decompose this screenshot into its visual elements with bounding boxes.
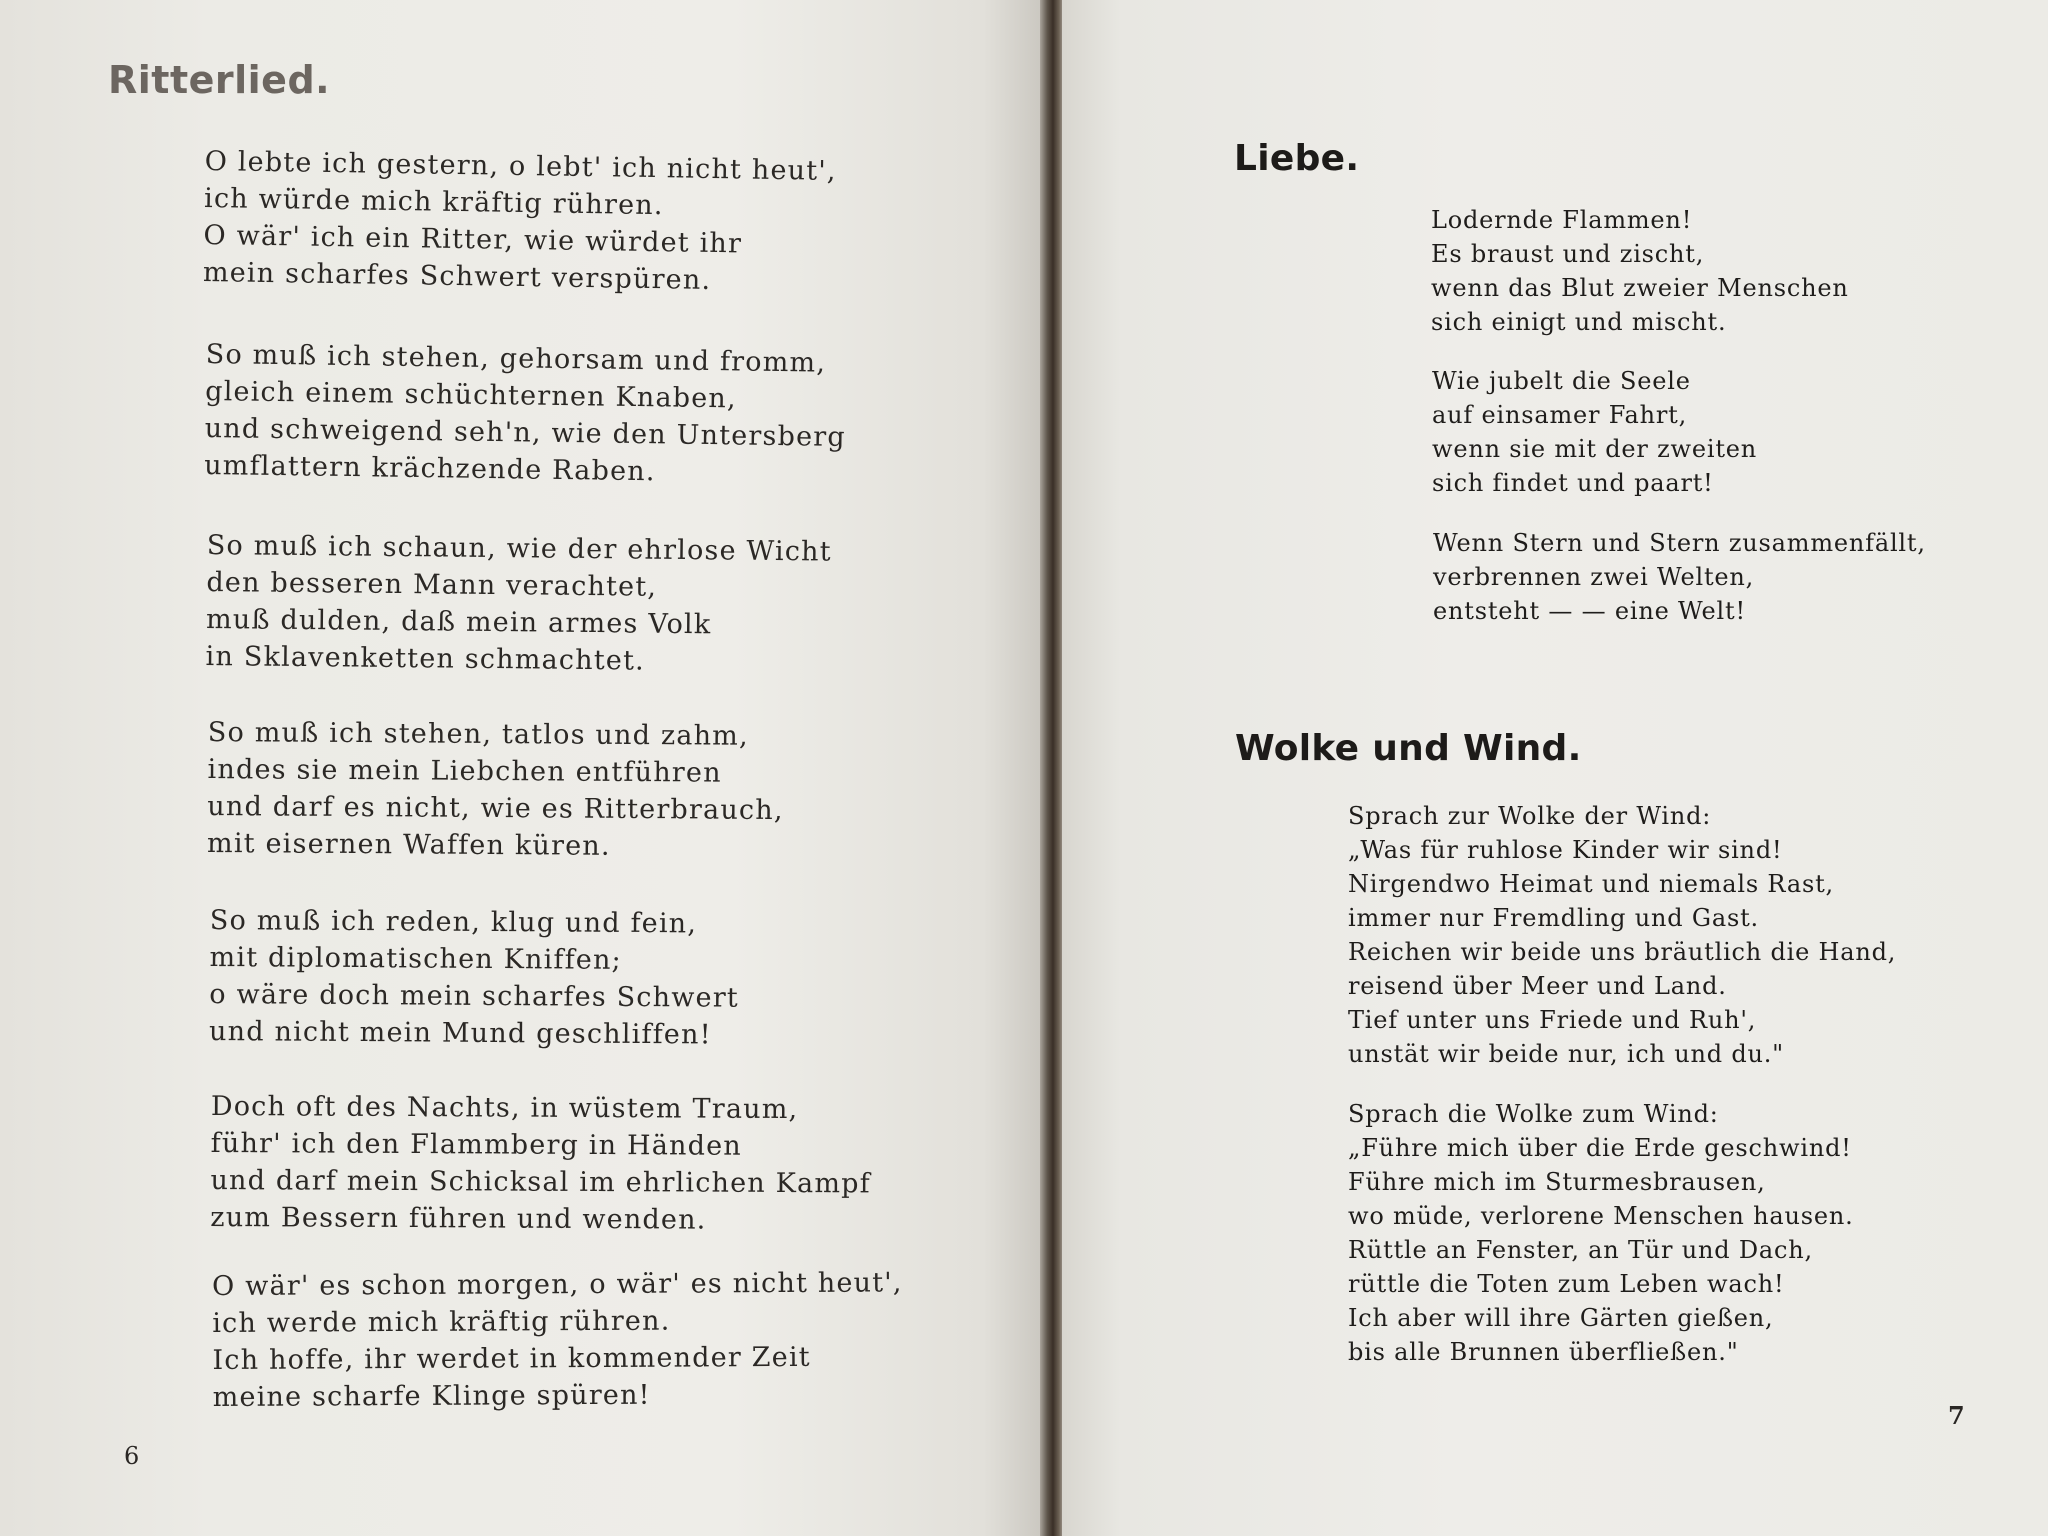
- verse-line: So muß ich schaun, wie der ehrlose Wicht: [206, 529, 832, 568]
- verse-line: Führe mich im Sturmesbrausen,: [1348, 1168, 1766, 1196]
- poem-title-wolke-und-wind: Wolke und Wind.: [1235, 728, 1582, 769]
- verse-line: wo müde, verlorene Menschen hausen.: [1348, 1202, 1854, 1230]
- verse-line: unstät wir beide nur, ich und du.": [1348, 1040, 1785, 1068]
- verse-line: reisend über Meer und Land.: [1348, 972, 1727, 1000]
- verse-line: Lodernde Flammen!: [1431, 206, 1693, 234]
- verse-line: und darf mein Schicksal im ehrlichen Kampf: [210, 1164, 871, 1200]
- verse-line: verbrennen zwei Welten,: [1433, 563, 1755, 591]
- verse-line: Ich hoffe, ihr werdet in kommender Zeit: [212, 1341, 811, 1376]
- verse-line: Sprach zur Wolke der Wind:: [1348, 802, 1712, 830]
- liebe-stanza-1: [1431, 203, 1849, 339]
- verse-line: mit diplomatischen Kniffen;: [209, 941, 623, 976]
- verse-line: entsteht — — eine Welt!: [1433, 597, 1746, 625]
- stanza-5: [209, 902, 740, 1054]
- poem-title-liebe: Liebe.: [1234, 138, 1360, 179]
- verse-line: sich einigt und mischt.: [1431, 308, 1727, 336]
- verse-line: indes sie mein Liebchen entführen: [207, 753, 722, 789]
- wolke-stanza-1: [1348, 799, 1896, 1071]
- verse-line: O wär' es schon morgen, o wär' es nicht heut',: [212, 1267, 903, 1302]
- wolke-stanza-2: [1348, 1097, 1854, 1369]
- liebe-stanza-3: [1433, 526, 1926, 628]
- verse-line: und schweigend seh'n, wie den Untersberg: [204, 412, 847, 453]
- verse-line: muß dulden, daß mein armes Volk: [205, 603, 712, 641]
- verse-line: und darf es nicht, wie es Ritterbrauch,: [207, 790, 784, 827]
- verse-line: So muß ich reden, klug und fein,: [209, 904, 698, 940]
- verse-line: ich werde mich kräftig rühren.: [212, 1305, 671, 1339]
- verse-line: in Sklavenketten schmachtet.: [205, 640, 646, 677]
- verse-line: ich würde mich kräftig rühren.: [203, 182, 664, 222]
- verse-line: den besseren Mann verachtet,: [206, 566, 658, 603]
- verse-line: So muß ich stehen, gehorsam und fromm,: [205, 338, 827, 379]
- verse-line: sich findet und paart!: [1432, 469, 1714, 497]
- stanza-3: [205, 527, 832, 682]
- verse-line: auf einsamer Fahrt,: [1432, 401, 1688, 429]
- verse-line: mein scharfes Schwert verspüren.: [202, 256, 712, 296]
- verse-line: meine scharfe Klinge spüren!: [212, 1379, 651, 1413]
- stanza-7: [212, 1264, 903, 1416]
- verse-line: mit eisernen Waffen küren.: [206, 827, 611, 862]
- verse-line: Es braust und zischt,: [1431, 240, 1705, 268]
- verse-line: Tief unter uns Friede und Ruh',: [1348, 1006, 1757, 1034]
- verse-line: Doch oft des Nachts, in wüstem Traum,: [210, 1091, 799, 1126]
- verse-line: „Führe mich über die Erde geschwind!: [1348, 1134, 1852, 1162]
- liebe-stanza-2: [1432, 364, 1757, 500]
- verse-line: bis alle Brunnen überfließen.": [1348, 1338, 1739, 1366]
- page-number-left: 6: [124, 1442, 140, 1470]
- verse-line: immer nur Fremdling und Gast.: [1348, 904, 1759, 932]
- verse-line: rüttle die Toten zum Leben wach!: [1348, 1270, 1785, 1298]
- verse-line: Rüttle an Fenster, an Tür und Dach,: [1348, 1236, 1813, 1264]
- verse-line: Sprach die Wolke zum Wind:: [1348, 1100, 1719, 1128]
- verse-line: wenn sie mit der zweiten: [1432, 435, 1758, 463]
- verse-line: Wie jubelt die Seele: [1432, 367, 1691, 395]
- verse-line: „Was für ruhlose Kinder wir sind!: [1348, 836, 1783, 864]
- verse-line: Reichen wir beide uns bräutlich die Hand,: [1348, 938, 1897, 966]
- verse-line: Wenn Stern und Stern zusammenfällt,: [1433, 529, 1926, 557]
- verse-line: O lebte ich gestern, o lebt' ich nicht heut',: [204, 145, 837, 187]
- verse-line: o wäre doch mein scharfes Schwert: [209, 978, 740, 1014]
- stanza-2: [204, 336, 847, 493]
- verse-line: Nirgendwo Heimat und niemals Rast,: [1348, 870, 1834, 898]
- stanza-6: [210, 1088, 871, 1239]
- verse-line: gleich einem schüchternen Knaben,: [205, 375, 738, 415]
- right-page: [1062, 0, 2048, 1536]
- poem-title-ritterlied: Ritterlied.: [108, 58, 331, 102]
- stanza-1: [203, 143, 837, 301]
- verse-line: und nicht mein Mund geschliffen!: [208, 1015, 712, 1051]
- stanza-4: [207, 714, 784, 866]
- verse-line: umflattern krächzende Raben.: [203, 449, 656, 488]
- verse-line: So muß ich stehen, tatlos und zahm,: [207, 716, 749, 752]
- page-number-right: 7: [1948, 1401, 1965, 1430]
- verse-line: O wär' ich ein Ritter, wie würdet ihr: [203, 219, 743, 260]
- verse-line: wenn das Blut zweier Menschen: [1431, 274, 1849, 302]
- verse-line: führ' ich den Flammberg in Händen: [210, 1127, 743, 1162]
- verse-line: Ich aber will ihre Gärten gießen,: [1348, 1304, 1774, 1332]
- verse-line: zum Bessern führen und wenden.: [210, 1201, 707, 1236]
